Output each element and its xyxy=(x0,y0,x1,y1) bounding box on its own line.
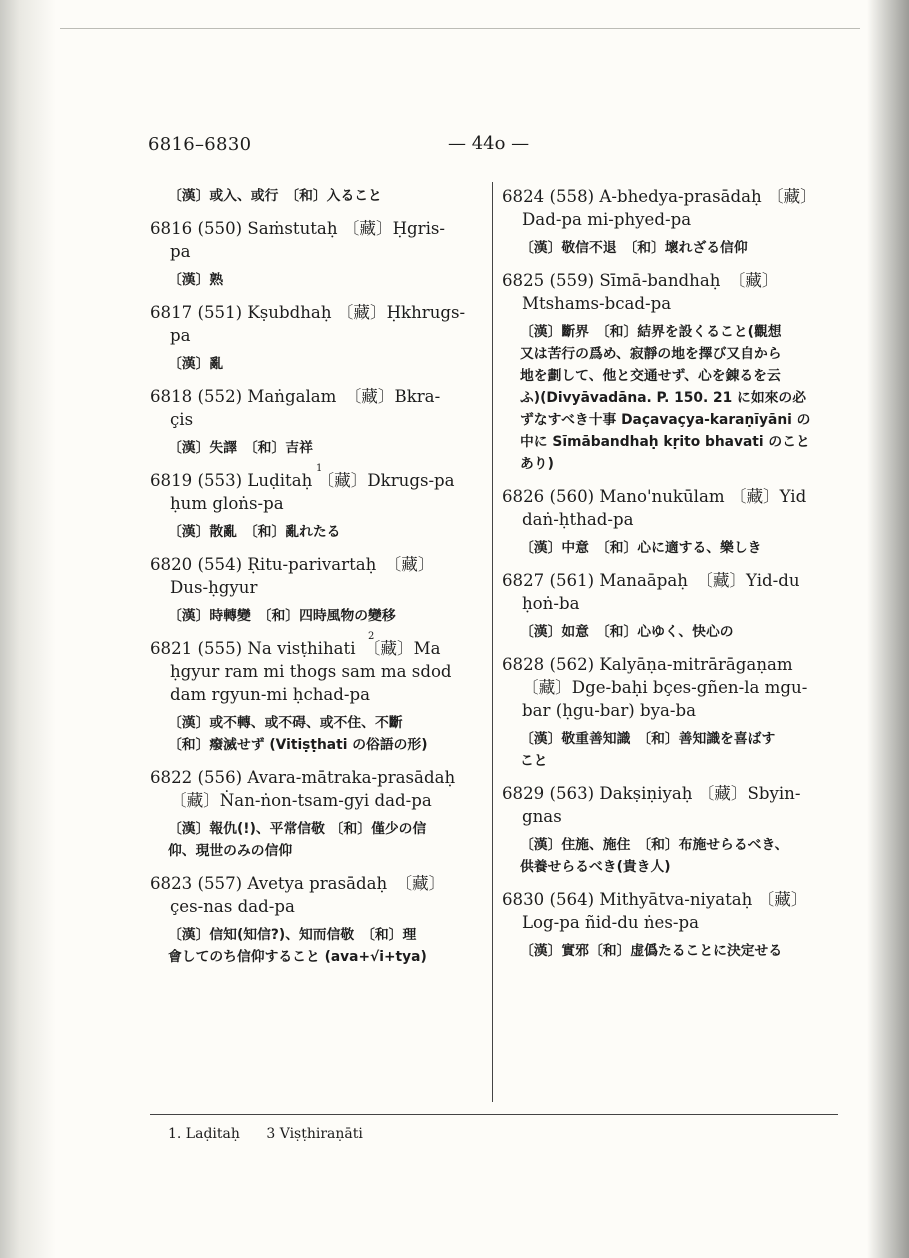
entry-6827 xyxy=(502,569,842,643)
entry-tibetan-cont: Dus-ḥgyur xyxy=(170,578,258,597)
entry-gloss: 〔漢〕或不轉、或不碍、或不住、不斷 xyxy=(168,715,403,731)
entry-gloss: 〔漢〕熟 xyxy=(168,272,224,288)
entry-tibetan-cont: dam rgyun-mi ḥchad-pa xyxy=(170,685,371,704)
entry-6826 xyxy=(502,485,842,559)
footnote-marker: 1 xyxy=(316,463,323,474)
header-page-number: — 44o — xyxy=(448,133,530,154)
entry-gloss: 地を劃して、他と交通せず、心を錬るを云 xyxy=(520,368,781,384)
entry-gloss: ふ)(Divyāvadāna. P. 150. 21 に如來の必 xyxy=(520,390,807,406)
footnote-1: 1. Laḍitaḥ xyxy=(168,1126,240,1142)
entry-headword: 6825 (559) Sīmā-bandhaḥ 〔藏〕 xyxy=(502,271,779,290)
entry-6820 xyxy=(150,553,485,627)
entry-tibetan-cont: pa xyxy=(170,326,191,345)
entry-gloss: 〔和〕癈滅せず (Vitiṣṭhati の俗語の形) xyxy=(168,737,428,753)
entry-headword: 6822 (556) Avara-mātraka-prasādaḥ xyxy=(150,768,456,787)
column-divider xyxy=(492,182,493,1102)
entry-gloss: 〔漢〕實邪〔和〕虚僞たることに決定せる xyxy=(520,943,783,959)
entry-tibetan-cont: daṅ-ḥthad-pa xyxy=(522,510,634,529)
entry-headword: 6827 (561) Manaāpaḥ 〔藏〕Yid-du xyxy=(502,571,800,590)
entry-headword: 6821 (555) Na visṭhihati 〔藏〕Ma xyxy=(150,639,441,658)
entry-tibetan-cont: 〔藏〕Dge-baḥi bçes-gñen-la mgu- xyxy=(522,678,808,697)
entry-gloss: 〔漢〕敬信不退 〔和〕壞れざる信仰 xyxy=(520,240,748,256)
entry-tibetan-cont: ḥoṅ-ba xyxy=(522,594,580,613)
scan-shadow-left xyxy=(0,0,56,1258)
entry-6821 xyxy=(150,631,485,756)
entry-6816 xyxy=(150,217,485,291)
entry-gloss: 〔漢〕斷界 〔和〕結界を設くること(觀想 xyxy=(520,324,782,340)
entry-tibetan-cont: Dad-pa mi-phyed-pa xyxy=(522,210,692,229)
entry-6829 xyxy=(502,782,842,878)
footnote-marker: 2 xyxy=(368,631,375,642)
entry-6818 xyxy=(150,385,485,459)
entry-gloss: 〔漢〕中意 〔和〕心に適する、樂しき xyxy=(520,540,762,556)
entry-tibetan-cont: çis xyxy=(170,410,194,429)
scan-shadow-right xyxy=(867,0,909,1258)
entry-6823 xyxy=(150,872,485,968)
header-entry-range: 6816–6830 xyxy=(148,134,252,155)
footnote-3: 3 Viṣṭhiraṇāti xyxy=(266,1126,363,1142)
right-column xyxy=(502,185,842,972)
entry-gloss: 仰、現世のみの信仰 xyxy=(168,843,293,859)
entry-tibetan-cont: Mtshams-bcad-pa xyxy=(522,294,672,313)
entry-tibetan-cont: 〔藏〕Ṅan-ṅon-tsam-gyi dad-pa xyxy=(170,791,432,810)
entry-headword: 6819 (553) Luḍitaḥ 〔藏〕Dkrugs-pa xyxy=(150,471,455,490)
entry-gloss: 中に Sīmābandhaḥ kṛito bhavati のこと xyxy=(520,434,810,450)
footnotes xyxy=(168,1126,385,1142)
entry-gloss: 又は苦行の爲め、寂靜の地を擇び又自から xyxy=(520,346,782,362)
entry-continuation xyxy=(150,185,485,207)
entry-6830 xyxy=(502,888,842,962)
entry-tibetan-cont: pa xyxy=(170,242,191,261)
entry-headword: 6826 (560) Mano'nukūlam 〔藏〕Yid xyxy=(502,487,807,506)
entry-gloss: 〔漢〕或入、或行 〔和〕入ること xyxy=(168,188,382,204)
entry-headword: 6818 (552) Maṅgalam 〔藏〕Bkra- xyxy=(150,387,441,406)
entry-gloss: 〔漢〕報仇(!)、平常信敬 〔和〕僅少の信 xyxy=(168,821,427,837)
entry-gloss: 〔漢〕信知(知信?)、知而信敬 〔和〕理 xyxy=(168,927,417,943)
entry-gloss: 供養せらるべき(貴き人) xyxy=(520,859,671,875)
entry-gloss: 〔漢〕如意 〔和〕心ゆく、快心の xyxy=(520,624,734,640)
entry-tibetan-cont: ḥgyur ram mi thogs sam ma sdod xyxy=(170,662,452,681)
entry-gloss: 〔漢〕失譯 〔和〕吉祥 xyxy=(168,440,313,456)
entry-headword: 6820 (554) Ṛitu-parivartaḥ 〔藏〕 xyxy=(150,555,435,574)
entry-headword: 6817 (551) Kṣubdhaḥ 〔藏〕Ḥkhrugs- xyxy=(150,303,466,322)
entry-gloss: 〔漢〕敬重善知識 〔和〕善知識を喜ばす xyxy=(520,731,776,747)
entry-headword: 6824 (558) A-bhedya-prasādaḥ 〔藏〕 xyxy=(502,187,817,206)
left-column xyxy=(150,185,485,978)
entry-gloss: ずなすべき十事 Daçavaçya-karaṇīyāni の xyxy=(520,412,811,428)
entry-6822 xyxy=(150,766,485,862)
entry-tibetan-cont: çes-nas dad-pa xyxy=(170,897,295,916)
entry-tibetan-cont: bar (ḥgu-bar) bya-ba xyxy=(522,701,697,720)
entry-gloss: あり) xyxy=(520,456,554,472)
entry-headword: 6823 (557) Avetya prasādaḥ 〔藏〕 xyxy=(150,874,446,893)
entry-tibetan-cont: Log-pa ñid-du ṅes-pa xyxy=(522,913,699,932)
entry-6825 xyxy=(502,269,842,475)
entry-gloss: 會してのち信仰すること (ava+√i+tya) xyxy=(168,949,427,965)
entry-gloss: 〔漢〕時轉變 〔和〕四時風物の變移 xyxy=(168,608,396,624)
entry-headword: 6828 (562) Kalyāṇa-mitrārāgaṇam xyxy=(502,655,793,674)
page-top-rule xyxy=(60,28,860,29)
entry-gloss: 〔漢〕亂 xyxy=(168,356,224,372)
entry-gloss: 〔漢〕散亂 〔和〕亂れたる xyxy=(168,524,341,540)
entry-headword: 6816 (550) Saṁstutaḥ 〔藏〕Ḥgris- xyxy=(150,219,446,238)
entry-tibetan-cont: gnas xyxy=(522,807,562,826)
entry-6819 xyxy=(150,463,485,543)
entry-headword: 6830 (564) Mithyātva-niyataḥ 〔藏〕 xyxy=(502,890,808,909)
entry-gloss: 〔漢〕住施、施住 〔和〕布施せらるべき、 xyxy=(520,837,789,853)
entry-tibetan-cont: ḥum gloṅs-pa xyxy=(170,494,284,513)
footnote-rule xyxy=(150,1114,838,1115)
entry-gloss: こと xyxy=(520,753,548,769)
entry-6828 xyxy=(502,653,842,772)
entry-headword: 6829 (563) Dakṣiṇiyaḥ 〔藏〕Sbyin- xyxy=(502,784,801,803)
entry-6824 xyxy=(502,185,842,259)
entry-6817 xyxy=(150,301,485,375)
